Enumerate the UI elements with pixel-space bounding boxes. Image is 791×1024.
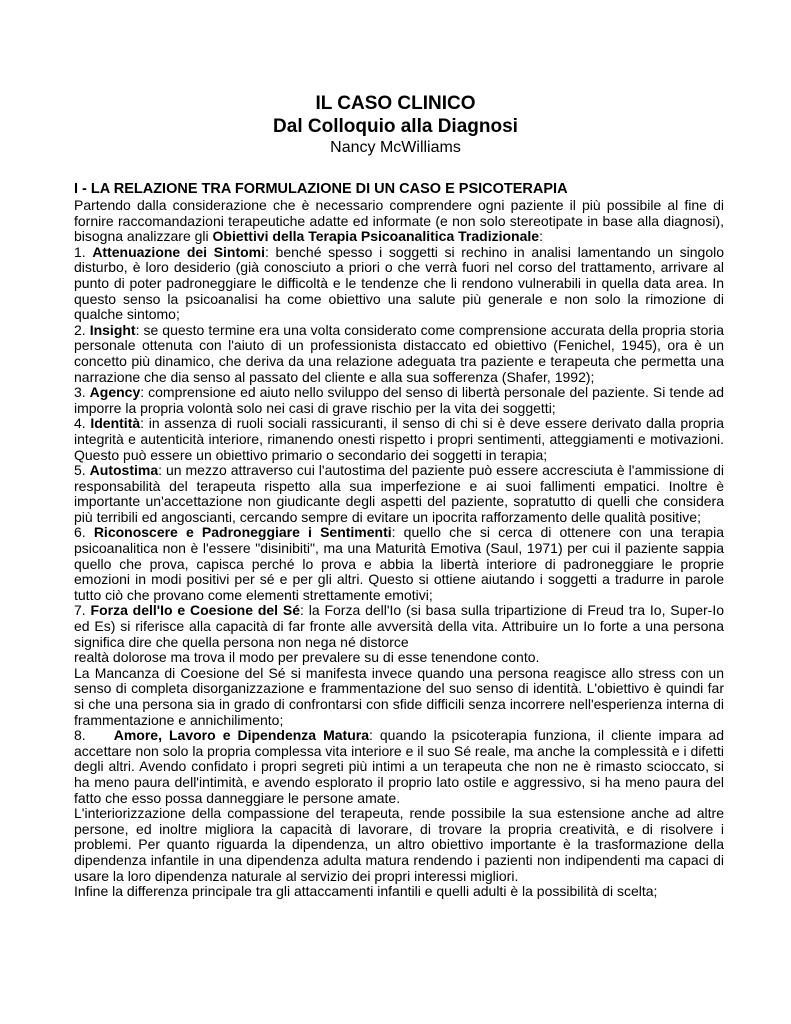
item-number: 1.	[74, 243, 93, 260]
item-text: : la Forza dell'Io (si basa sulla tripartizione di Freud tra Io, Super-Io ed Es) si riferisce alla capacità di far fronte alle avversità della vita. Attribuire un Io forte a una persona significa dire che quella persona non nega né distorce	[74, 602, 725, 650]
section-heading: I - LA RELAZIONE TRA FORMULAZIONE DI UN CASO E PSICOTERAPIA	[74, 181, 568, 197]
coesione-paragraph: La Mancanza di Coesione del Sé si manifesta invece quando una persona reagisce allo stress con un senso di completa disorganizzazione e frammentazione del suo senso di identità. L'obiettivo è quindi far si che una persona sia in grado di confrontarsi con sfide difficili senza incorrere nell'esperienza interna di frammentazione e annichilimento;	[74, 664, 724, 728]
document-author: Nancy McWilliams	[330, 139, 461, 156]
item-text: : quello che si cerca di ottenere con una terapia psicoanalitica non è l'essere "disinibiti", ma una Maturità Emotiva (Saul, 1971) per cui il paziente sappia quello che prova, capisca perché lo prova e abbia la libertà interiore di padroneggiare le proprie emozioni in modi positivi per sé e per gli altri. Questo si ottiene aiutando i soggetti a tradurre in parole tutto ciò che provano come elementi strettamente emotivi;	[74, 524, 724, 603]
document-body	[74, 181, 724, 900]
list-item-7	[74, 603, 724, 650]
list-item-1	[74, 245, 724, 323]
item-term: Agency	[89, 384, 141, 401]
item-number: 3.	[74, 384, 90, 401]
list-item-2	[74, 323, 724, 385]
item-number: 4.	[74, 415, 91, 432]
item-term: Forza dell'Io e Coesione del Sé	[90, 602, 301, 619]
item-number: 5.	[74, 462, 90, 479]
item-text: : comprensione ed aiuto nello sviluppo del senso di libertà personale del paziente. Si tende ad imporre la propria volontà solo nei casi di grave rischio per la vita dei soggetti;	[74, 384, 724, 416]
list-item-6	[74, 525, 724, 603]
item-number: 8.	[74, 727, 114, 744]
item-number: 6.	[74, 524, 94, 541]
intro-colon: :	[539, 228, 543, 245]
item-text: : se questo termine era una volta considerato come comprensione accurata della propria storia personale ottenuta con l'aiuto di un professionista distaccato ed obiettivo (Fenichel, 1945), ora è un concetto più dinamico, che deriva da una relazione adeguata tra paziente e terapeuta che permetta una narrazione che dia senso al passato del cliente e alla sua sofferenza (Shafer, 1992);	[74, 321, 724, 385]
document-subtitle: Dal Colloquio alla Diagnosi	[273, 116, 518, 137]
document-header	[0, 92, 791, 158]
final-paragraph: Infine la differenza principale tra gli attaccamenti infantili e quelli adulti è la possibilità di scelta;	[74, 883, 658, 900]
list-item-4	[74, 416, 724, 463]
item-text: : quando la psicoterapia funziona, il cliente impara ad accettare non solo la propria complessa vita interiore e il suo Sé reale, ma anche la complessità e i difetti degli altri. Avendo confidato i propri segreti più intimi a un terapeuta che non ne è rimasto scioccato, si ha meno paura dell'intimità, e avendo esplorato il proprio lato ostile e aggressivo, si ha meno paura del fatto che esso possa danneggiare le persone amate.	[74, 727, 724, 806]
item-number: 7.	[74, 602, 91, 619]
list-item-3	[74, 385, 724, 416]
item-term: Autostima	[89, 462, 159, 479]
intro-paragraph	[74, 198, 724, 245]
item-text: : benché spesso i soggetti si rechino in analisi lamentando un singolo disturbo, è loro desiderio (già conosciuto a priori o che verrà fuori nel corso del trattamento, arrivare al punto di poter padroneggiare le difficoltà e le tendenze che li rendono vulnerabili in quella data area. In questo senso la psicoanalisi ha come obiettivo una salute più generale e non solo la rimozione di qualche sintomo;	[74, 243, 724, 323]
list-item-5	[74, 463, 724, 525]
intro-bold-term: Obiettivi della Terapia Psicoanalitica Tradizionale	[212, 228, 540, 245]
item-term: Amore, Lavoro e Dipendenza Matura	[113, 727, 369, 744]
item-text: : un mezzo attraverso cui l'autostima del paziente può essere accresciuta è l'ammissione di responsabilità del terapeuta rispetto alla sua imperfezione e ai suoi fallimenti empatici. Inoltre è importante un'accettazione non giudicante degli aspetti del paziente, sopratutto di quelli che considera più terribili ed angoscianti, cercando sempre di evitare un ipocrita rafforzamento delle qualità positive;	[74, 462, 724, 525]
interiorizzazione-paragraph: L'interiorizzazione della compassione del terapeuta, rende possibile la sua estensione anche ad altre persone, ed inoltre migliora la capacità di lavorare, di trovare la propria creatività, e di risolvere i problemi. Per quanto riguarda la dipendenza, un altro obiettivo importante è la trasformazione della dipendenza infantile in una dipendenza adulta matura rendendo i pazienti non indipendenti ma capaci di usare la loro dipendenza naturale al servizio dei propri interessi migliori.	[74, 805, 724, 884]
item-term: Riconoscere e Padroneggiare i Sentimenti	[93, 524, 392, 541]
item-term: Attenuazione dei Sintomi	[92, 243, 266, 260]
intro-text: Partendo dalla considerazione che è necessario comprendere ogni paziente il più possibile al fine di fornire raccomandazioni terapeutiche adatte ed informate (e non solo stereotipate in base alla diagnosi), bisogna analizzare gli	[74, 197, 724, 245]
document-title: IL CASO CLINICO	[315, 93, 476, 114]
item-number: 2.	[74, 321, 90, 338]
item-term: Identità	[90, 415, 141, 432]
list-item-7-continuation: realtà dolorose ma trova il modo per prevalere su di esse tenendone conto.	[74, 649, 540, 666]
item-term: Insight	[89, 321, 136, 338]
list-item-8	[74, 728, 724, 806]
item-text: : in assenza di ruoli sociali rassicuranti, il senso di chi si è deve essere derivato dalla propria integrità e autenticità interiore, rimanendo onesti rispetto i propri sentimenti, atteggiamenti e motivazioni. Questo può essere un obiettivo primario o secondario dei soggetti in terapia;	[74, 415, 724, 463]
